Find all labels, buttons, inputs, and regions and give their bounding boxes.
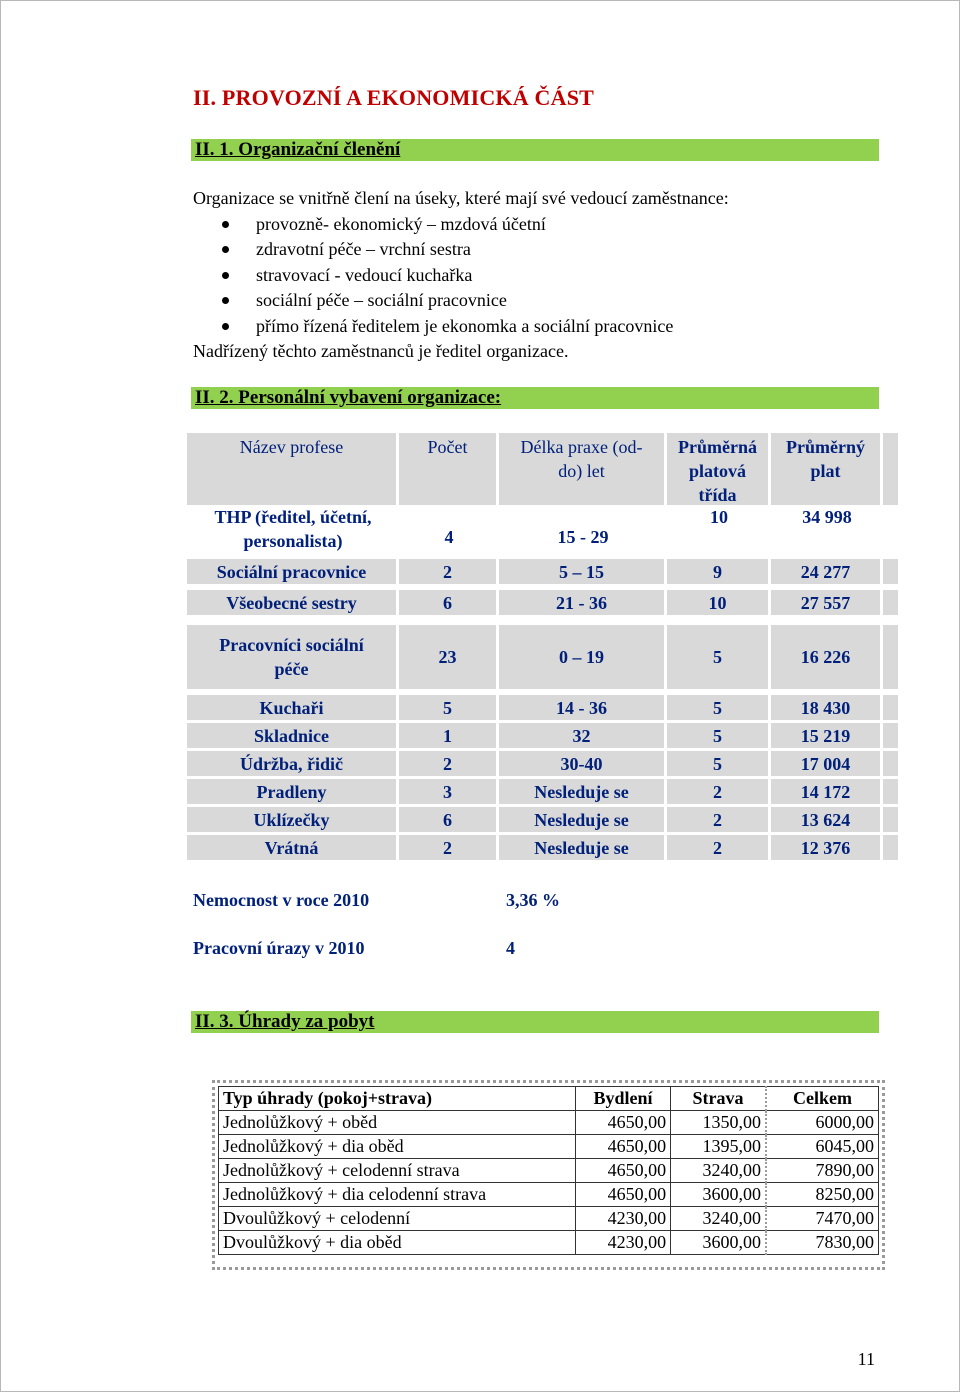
col-header-pay-grade: Průměrná platová třída (667, 433, 771, 505)
cell-salary: 14 172 (771, 779, 883, 804)
cell-pay-grade: 10 (710, 507, 728, 527)
cell-profession: Vrátná (187, 835, 399, 860)
cell-pay-grade: 2 (667, 835, 771, 860)
cell-salary: 15 219 (771, 723, 883, 748)
list-item: přímo řízená ředitelem je ekonomka a sociální pracovnice (256, 314, 873, 340)
col-header-profession: Název profese (187, 433, 399, 505)
cell-experience: Nesleduje se (499, 779, 667, 804)
cell-housing: 4650,00 (575, 1159, 670, 1183)
cell-count: 6 (399, 590, 499, 615)
cell-type: Jednolůžkový + dia oběd (219, 1135, 576, 1159)
cell-salary: 24 277 (771, 559, 883, 584)
list-item: sociální péče – sociální pracovnice (256, 288, 873, 314)
list-item: zdravotní péče – vrchní sestra (256, 237, 873, 263)
payments-table (218, 1086, 879, 1255)
personnel-table (187, 433, 901, 860)
table-row (219, 1231, 879, 1255)
sickness-label: Nemocnost v roce 2010 (193, 890, 370, 910)
cell-salary: 17 004 (771, 751, 883, 776)
cell-count: 4 (444, 527, 454, 547)
table-header-row (187, 433, 901, 505)
col-header-food: Strava (671, 1087, 766, 1111)
table-row (187, 505, 901, 559)
cell-type: Jednolůžkový + celodenní strava (219, 1159, 576, 1183)
cell-pay-grade: 5 (667, 751, 771, 776)
cell-pay-grade: 5 (667, 723, 771, 748)
table-row (187, 695, 901, 720)
cell-experience: 14 - 36 (499, 695, 667, 720)
table-row (219, 1183, 879, 1207)
section-1-intro: Organizace se vnitřně člení na úseky, které mají své vedoucí zaměstnance: (193, 188, 729, 208)
cell-total: 8250,00 (766, 1183, 879, 1207)
section-2-heading: II. 2. Personální vybavení organizace: (191, 387, 879, 409)
cell-experience: Nesleduje se (499, 835, 667, 860)
cell-total: 7830,00 (766, 1231, 879, 1255)
cell-salary: 12 376 (771, 835, 883, 860)
cell-food: 3600,00 (671, 1183, 766, 1207)
cell-salary: 27 557 (771, 590, 883, 615)
cell-pay-grade: 5 (667, 625, 771, 689)
cell-pay-grade: 2 (667, 779, 771, 804)
table-row (187, 751, 901, 776)
table-edge (883, 433, 901, 505)
cell-profession: Sociální pracovnice (187, 559, 399, 584)
col-header-salary: Průměrný plat (771, 433, 883, 505)
cell-pay-grade: 5 (667, 695, 771, 720)
table-row (187, 807, 901, 832)
cell-experience: 32 (499, 723, 667, 748)
cell-count: 2 (399, 835, 499, 860)
cell-profession: Všeobecné sestry (187, 590, 399, 615)
col-header-housing: Bydlení (575, 1087, 670, 1111)
cell-profession: Pradleny (187, 779, 399, 804)
cell-housing: 4230,00 (575, 1231, 670, 1255)
list-item: provozně- ekonomický – mzdová účetní (256, 212, 873, 238)
table-row (187, 559, 901, 584)
cell-profession: Údržba, řidič (187, 751, 399, 776)
cell-experience: Nesleduje se (499, 807, 667, 832)
col-header-total: Celkem (766, 1087, 879, 1111)
cell-type: Jednolůžkový + oběd (219, 1111, 576, 1135)
cell-total: 7470,00 (766, 1207, 879, 1231)
cell-total: 7890,00 (766, 1159, 879, 1183)
cell-type: Dvoulůžkový + dia oběd (219, 1231, 576, 1255)
cell-pay-grade: 2 (667, 807, 771, 832)
cell-profession: Kuchaři (187, 695, 399, 720)
table-row (219, 1159, 879, 1183)
section-1-heading: II. 1. Organizační členění (191, 139, 879, 161)
cell-total: 6000,00 (766, 1111, 879, 1135)
list-item: stravovací - vedoucí kuchařka (256, 263, 873, 289)
cell-profession: Skladnice (187, 723, 399, 748)
table-row (187, 835, 901, 860)
cell-salary: 34 998 (802, 507, 852, 527)
cell-housing: 4650,00 (575, 1135, 670, 1159)
injuries-label: Pracovní úrazy v 2010 (193, 938, 365, 958)
cell-housing: 4650,00 (575, 1183, 670, 1207)
cell-salary: 16 226 (771, 625, 883, 689)
table-header-row (219, 1087, 879, 1111)
cell-food: 3240,00 (671, 1159, 766, 1183)
cell-type: Jednolůžkový + dia celodenní strava (219, 1183, 576, 1207)
cell-food: 3240,00 (671, 1207, 766, 1231)
cell-profession: THP (ředitel, účetní, personalista) (214, 507, 372, 551)
cell-food: 3600,00 (671, 1231, 766, 1255)
cell-count: 5 (399, 695, 499, 720)
cell-type: Dvoulůžkový + celodenní (219, 1207, 576, 1231)
cell-salary: 13 624 (771, 807, 883, 832)
cell-experience: 21 - 36 (499, 590, 667, 615)
cell-experience: 0 – 19 (499, 625, 667, 689)
injuries-value: 4 (506, 938, 515, 958)
table-row (187, 723, 901, 748)
cell-profession: Pracovníci sociální péče (187, 625, 399, 689)
table-row (219, 1207, 879, 1231)
table-row (187, 625, 901, 689)
cell-count: 3 (399, 779, 499, 804)
cell-count: 1 (399, 723, 499, 748)
col-header-count: Počet (399, 433, 499, 505)
table-row (187, 590, 901, 615)
sickness-value: 3,36 % (506, 890, 560, 910)
cell-count: 6 (399, 807, 499, 832)
cell-salary: 18 430 (771, 695, 883, 720)
division-list (193, 212, 873, 340)
cell-experience: 5 – 15 (499, 559, 667, 584)
cell-experience: 15 - 29 (557, 527, 609, 547)
cell-pay-grade: 10 (667, 590, 771, 615)
cell-count: 2 (399, 751, 499, 776)
cell-housing: 4650,00 (575, 1111, 670, 1135)
cell-total: 6045,00 (766, 1135, 879, 1159)
section-1-body (193, 186, 873, 365)
page-number: 11 (857, 1349, 875, 1369)
cell-housing: 4230,00 (575, 1207, 670, 1231)
section-3-heading: II. 3. Úhrady za pobyt (191, 1011, 879, 1033)
table-row (219, 1111, 879, 1135)
cell-profession: Uklízečky (187, 807, 399, 832)
col-header-experience: Délka praxe (od-do) let (499, 433, 667, 505)
table-row (219, 1135, 879, 1159)
col-header-type: Typ úhrady (pokoj+strava) (219, 1087, 576, 1111)
section-1-outro: Nadřízený těchto zaměstnanců je ředitel organizace. (193, 341, 569, 361)
table-row (187, 779, 901, 804)
cell-count: 2 (399, 559, 499, 584)
page-title: II. PROVOZNÍ A EKONOMICKÁ ČÁST (193, 85, 595, 110)
cell-pay-grade: 9 (667, 559, 771, 584)
cell-food: 1350,00 (671, 1111, 766, 1135)
cell-count: 23 (399, 625, 499, 689)
cell-food: 1395,00 (671, 1135, 766, 1159)
cell-experience: 30-40 (499, 751, 667, 776)
payments-table-frame (212, 1080, 885, 1270)
